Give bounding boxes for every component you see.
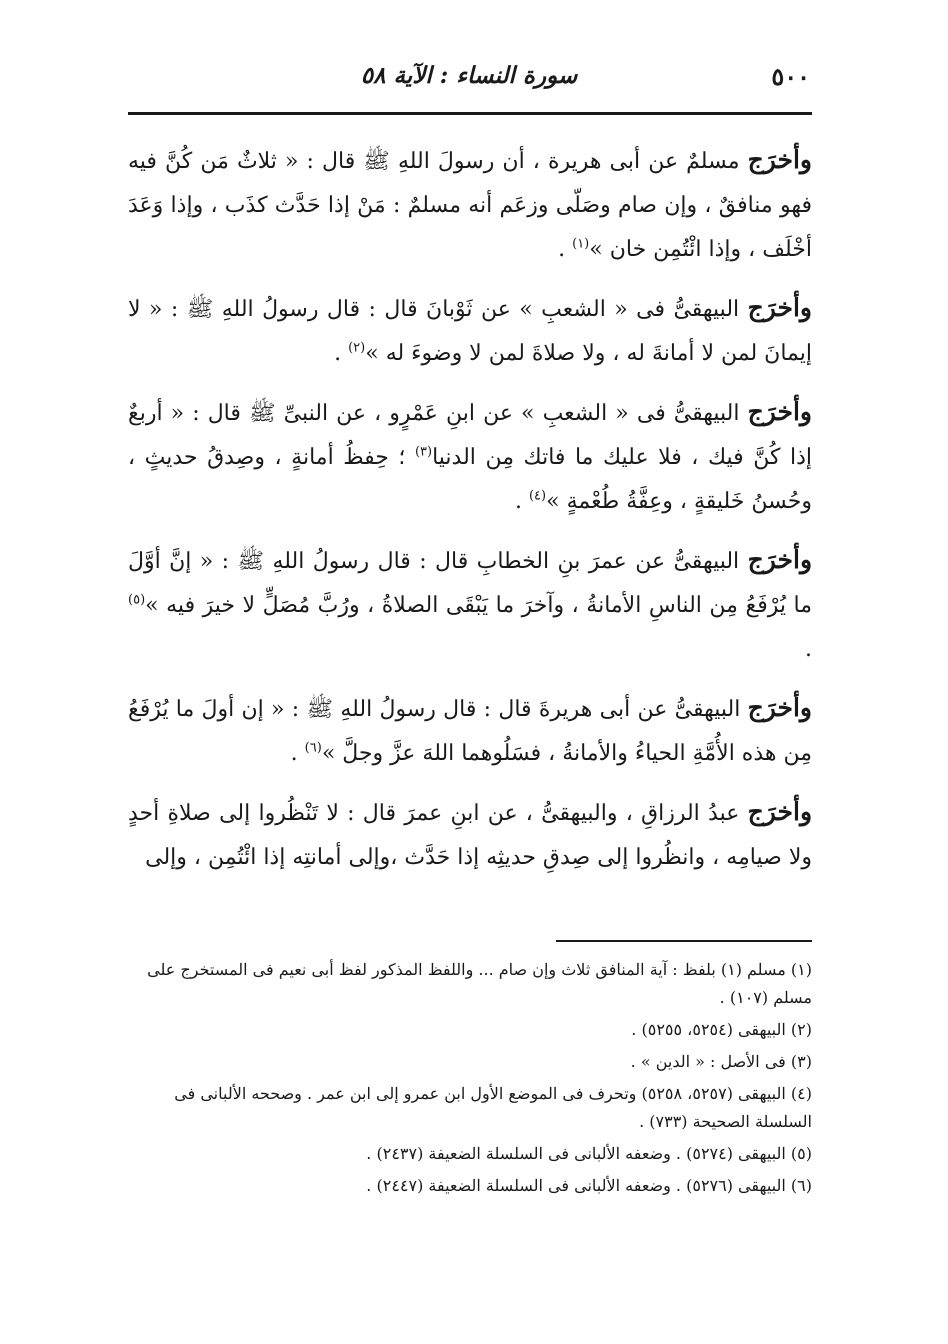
paragraph-text: البيهقىُّ عن أبى هريرةَ قال : قال رسولُ اللهِ ﷺ : « إن أولَ ما يُرْفَعُ مِن هذه الأُمَّةِ الحياءُ والأمانةُ ، فسَلُوهما اللهَ عزَّ وجلَّ » (128, 697, 812, 766)
paragraph-1 (128, 138, 812, 272)
paragraph-text: البيهقىُّ فى « الشعبِ » عن ثَوْبانَ قال : قال رسولُ اللهِ ﷺ : « لا إيمانَ لمن لا أمانةَ له ، ولا صلاةَ لمن لا وضوءَ له » (128, 297, 812, 366)
paragraph-text: مسلمٌ عن أبى هريرة ، أن رسولَ اللهِ ﷺ قال : « ثلاثٌ مَن كُنَّ فيه فهو منافقٌ ، وإن صام وصَلّى وزعَم أنه مسلمٌ : مَنْ إذا حَدَّث كذَب ، وإذا وَعَدَ أخْلَف ، وإذا ائْتُمِن خان » (128, 149, 812, 262)
paragraph-lead: وأخرَج (747, 693, 812, 722)
paragraph-lead: وأخرَج (747, 545, 813, 574)
paragraph-end: . (805, 637, 812, 662)
footnote-2: (٢) البيهقى (٥٢٥٤، ٥٢٥٥) . (631, 1020, 812, 1039)
paragraph-4 (128, 538, 812, 672)
paragraph-3 (128, 390, 812, 524)
paragraph-text: البيهقىُّ فى « الشعبِ » عن ابنِ عَمْرٍو ، عن النبىِّ ﷺ قال : « أربعٌ إذا كُنَّ فيك ، فلا عليك ما فاتك مِن الدنيا (128, 401, 812, 470)
paragraph-5 (128, 686, 812, 776)
paragraph-6 (128, 790, 812, 880)
paragraph-lead: وأخرَج (747, 293, 812, 322)
paragraph-lead: وأخرَج (747, 797, 813, 826)
page-number: ٥٠٠ (771, 62, 810, 91)
paragraph-end: . (514, 489, 529, 514)
footnote-4: (٤) البيهقى (٥٢٥٧، ٥٢٥٨) وتحرف فى الموضع الأول ابن عمرو إلى ابن عمر . وصححه الألبانى فى السلسلة الصحيحة (٧٣٣) . (174, 1084, 812, 1131)
paragraph-end: . (558, 237, 573, 262)
footnote-marker: (٥) (128, 592, 146, 608)
footnote-marker: (١) (572, 236, 590, 252)
footnote-3: (٣) فى الأصل : « الدين » . (630, 1052, 812, 1071)
paragraph-text-continued: ؛ حِفظُ أمانةٍ ، وصِدقُ حديثٍ ، وحُسنُ خَليقةٍ ، وعِفَّةُ طُعْمةٍ » (128, 445, 812, 514)
paragraph-lead: وأخرَج (747, 397, 812, 426)
footnote-marker: (٦) (304, 740, 322, 756)
page-header (128, 56, 810, 104)
paragraph-2 (128, 286, 812, 376)
footnote-marker: (٢) (348, 340, 366, 356)
paragraph-text: البيهقىُّ عن عمرَ بنِ الخطابِ قال : قال رسولُ اللهِ ﷺ : « إنَّ أوَّلَ ما يُرْفَعُ مِن الناسِ الأمانةُ ، وآخرَ ما يَبْقَى الصلاةُ ، ورُبَّ مُصَلٍّ لا خيرَ فيه » (128, 549, 812, 618)
footnote-marker: (٣) (414, 444, 433, 460)
paragraph-lead: وأخرَج (747, 145, 812, 174)
header-rule (128, 112, 812, 115)
paragraph-text: عبدُ الرزاقِ ، والبيهقىُّ ، عن ابنِ عمرَ قال : لا تَنْظُروا إلى صلاةِ أحدٍ ولا صيامِه ، وانظُروا إلى صِدقِ حديثِه إذا حَدَّث ،وإلى أمانتِه إذا ائْتُمِن ، وإلى (128, 801, 812, 870)
footnotes (128, 956, 812, 1204)
footnote-1: (١) مسلم (١) بلفظ : آية المنافق ثلاث وإن صام ... واللفظ المذكور لفظ أبى نعيم فى المستخرج على مسلم (١٠٧) . (147, 960, 812, 1007)
paragraph-end: . (290, 741, 305, 766)
footnote-marker: (٤) (528, 488, 547, 504)
running-title: سورة النساء : الآية ٥٨ (360, 62, 578, 89)
footnote-6: (٦) البيهقى (٥٢٧٦) . وضعفه الألبانى فى السلسلة الضعيفة (٢٤٤٧) . (366, 1176, 812, 1195)
footnote-rule (556, 940, 812, 942)
paragraph-end: . (334, 341, 349, 366)
main-text (128, 138, 812, 894)
footnote-5: (٥) البيهقى (٥٢٧٤) . وضعفه الألبانى فى السلسلة الضعيفة (٢٤٣٧) . (366, 1144, 812, 1163)
